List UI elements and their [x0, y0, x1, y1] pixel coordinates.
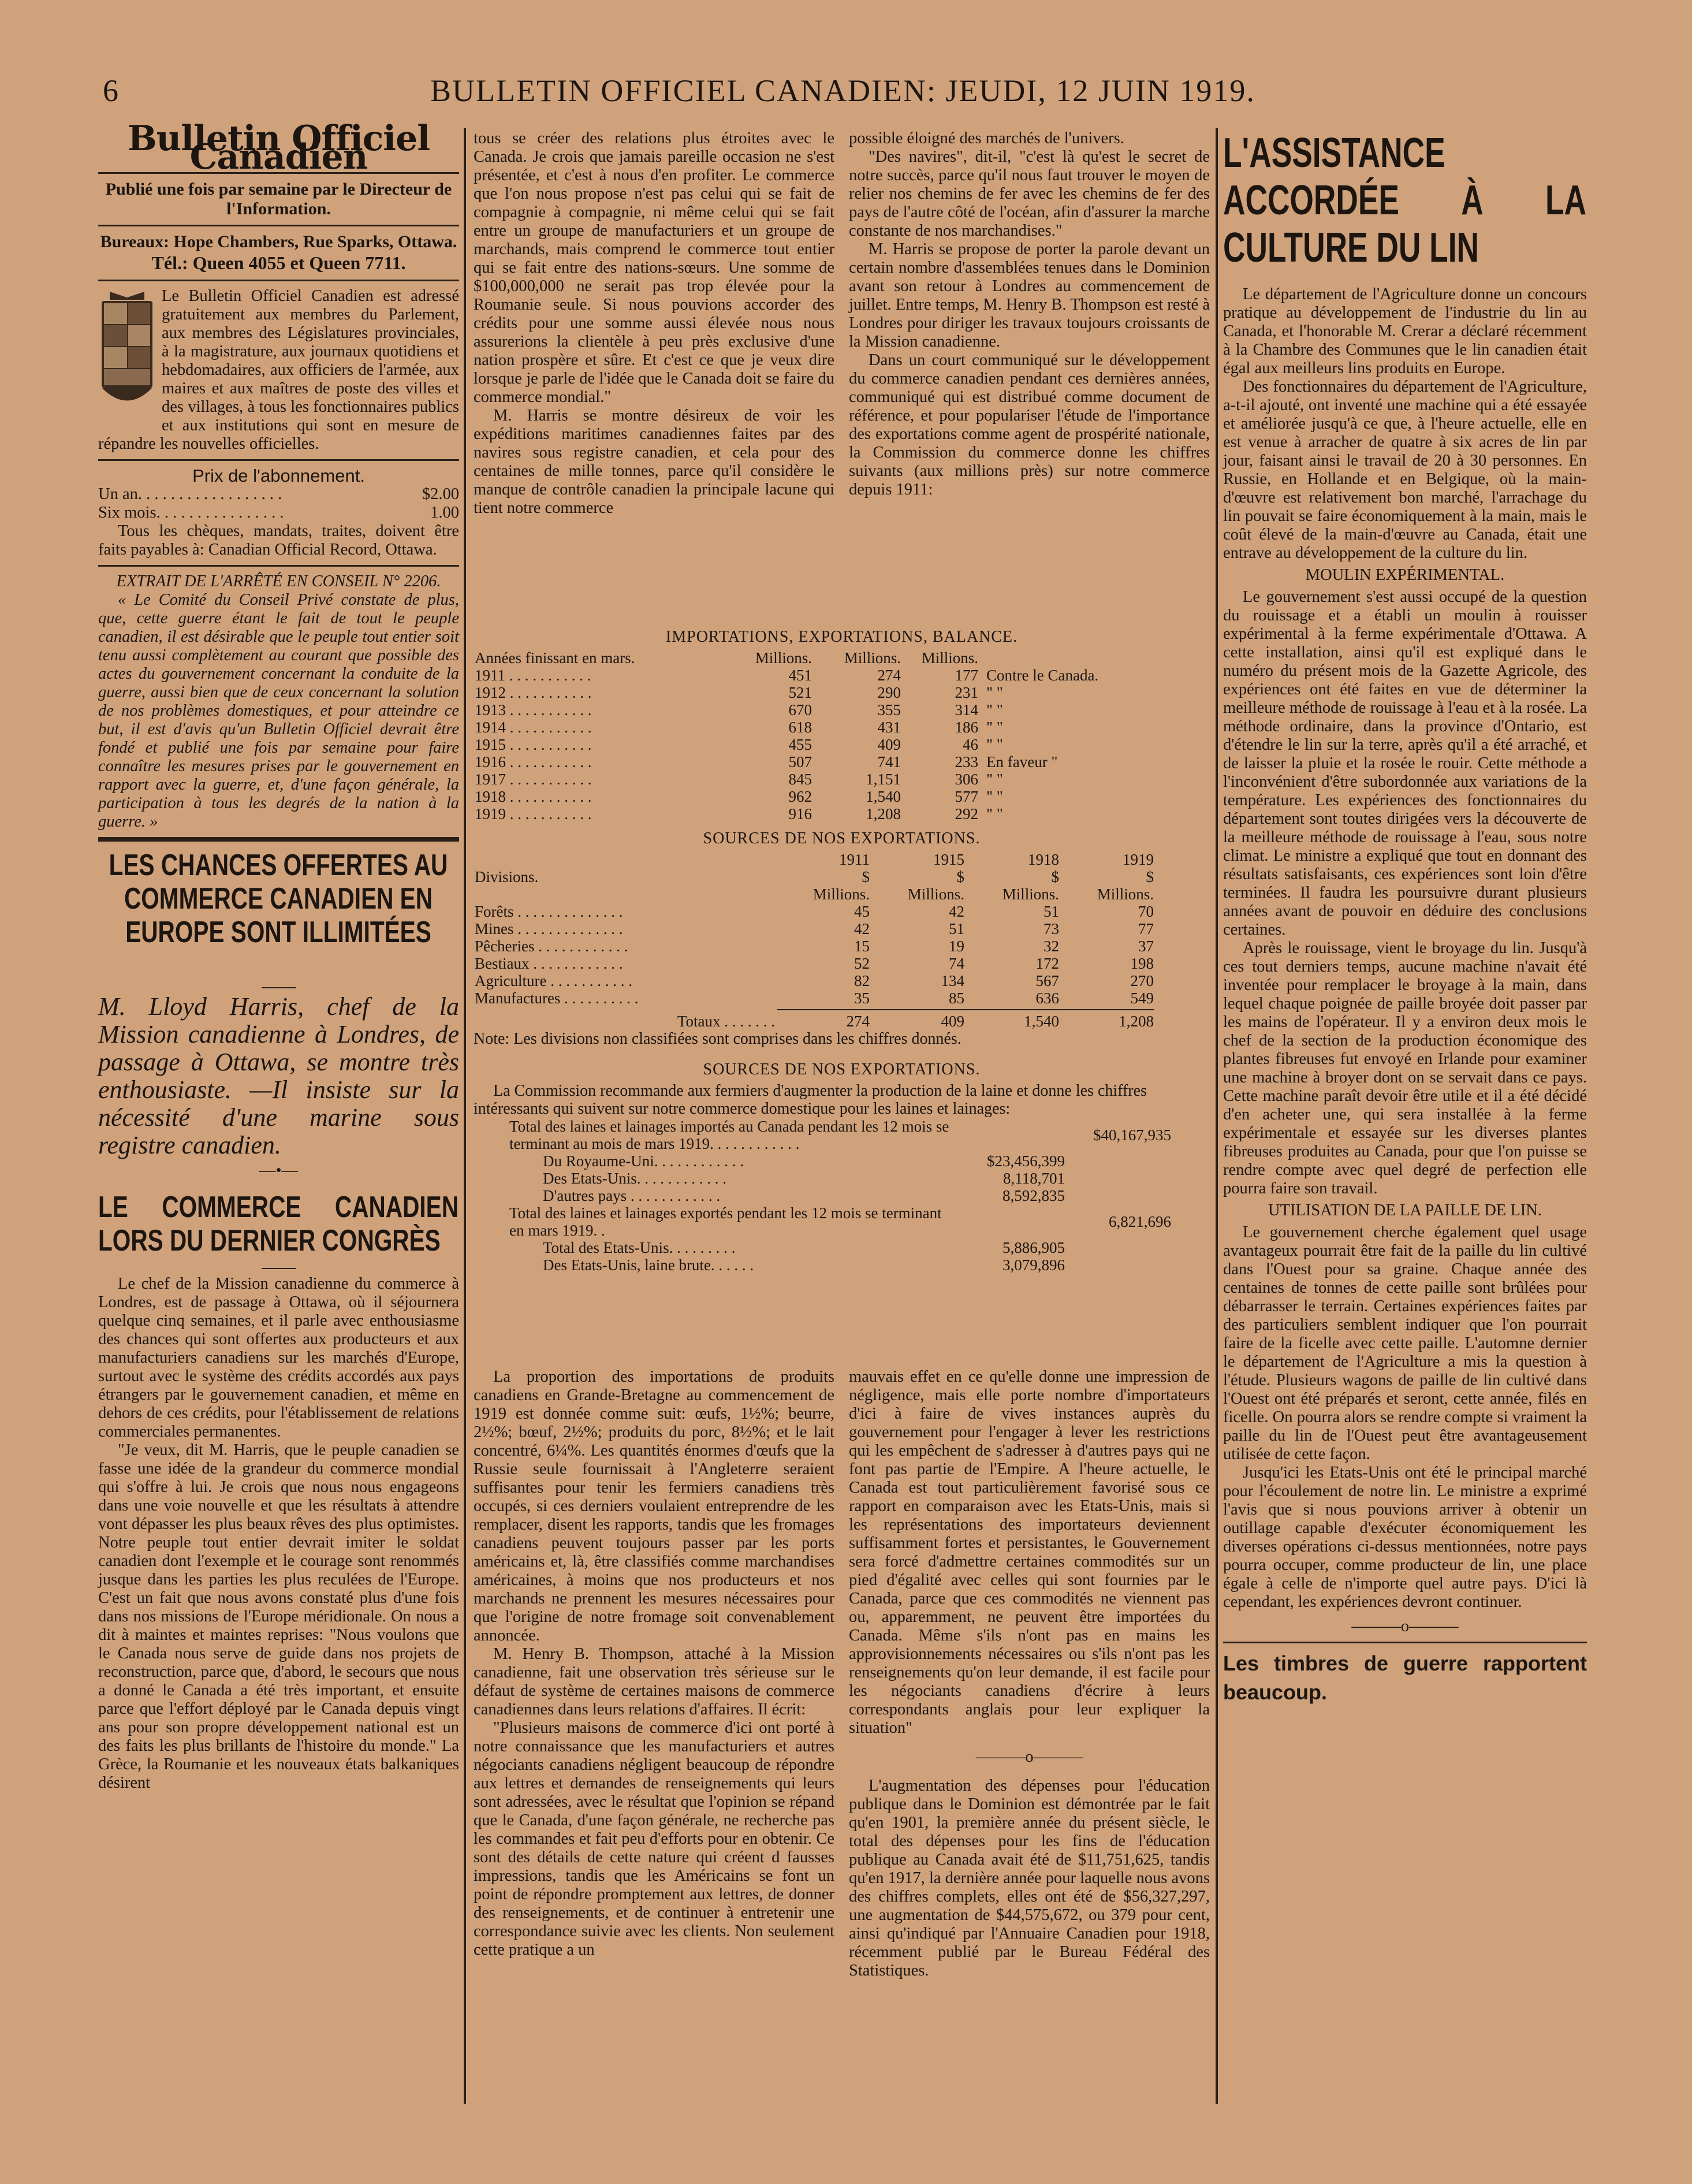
- table-row: [474, 788, 1210, 805]
- table-cell: Mines . . . . . . . . . . . . . .: [475, 920, 623, 937]
- article1-deck: M. Lloyd Harris, chef de la Mission canadienne à Londres, de passage à Ottawa, se montre très enthousiaste. —Il insiste sur la nécessité d'une marine sous registre canadien.: [98, 992, 459, 1159]
- table-row: [474, 805, 1210, 823]
- table-row: [474, 753, 1210, 771]
- table-cell: 42: [949, 903, 964, 920]
- table-cell: 32: [1043, 937, 1059, 955]
- table-header: 1911: [839, 851, 870, 868]
- table-cell: 916: [788, 805, 812, 823]
- table-cell: 42: [854, 920, 870, 937]
- column-divider: [1216, 128, 1218, 2104]
- table-cell: 3,079,896: [1002, 1256, 1065, 1274]
- article-paragraph: Jusqu'ici les Etats-Unis ont été le principal marché pour l'écoulement de notre lin. Le ministre a exprimé l'avis que si nous pouvions arriver à obtenir un outillage capable d'exécuter économiquement les diverses opérations ci-dessus mentionnées, notre pays pourra occuper, comme producteur de lin, une place égale à celle de n'importe quel autre pays. D'ici là cependant, les expériences devront continuer.: [1223, 1464, 1587, 1611]
- table-cell: " ": [986, 771, 1003, 788]
- table-cell: 46: [963, 736, 978, 753]
- extrait-title: EXTRAIT DE L'ARRÊTÉ EN CONSEIL N° 2206.: [116, 572, 441, 590]
- subheading: UTILISATION DE LA PAILLE DE LIN.: [1268, 1201, 1542, 1219]
- table-cell: 507: [788, 753, 812, 771]
- table-cell: [960, 1204, 1066, 1239]
- table-cell: 82: [854, 972, 870, 989]
- table-cell: Totaux . . . . . . .: [677, 1013, 775, 1030]
- table-cell: 1,540: [866, 788, 901, 805]
- table3-title: SOURCES DE NOS EXPORTATIONS.: [703, 1061, 981, 1078]
- table-cell: 274: [846, 1013, 870, 1030]
- table-unit: $: [1146, 868, 1154, 885]
- table-cell: 6,821,696: [1109, 1213, 1171, 1230]
- table-cell: 172: [1035, 955, 1059, 972]
- table-cell: 1,151: [866, 771, 901, 788]
- table-cell: Forêts . . . . . . . . . . . . . .: [475, 903, 623, 920]
- table-row: [474, 701, 1210, 719]
- table-row: [508, 1256, 1172, 1274]
- article2-paragraph: Le chef de la Mission canadienne du commerce à Londres, est de passage à Ottawa, où il séjournera quelque cinq semaines, et il parle avec enthousiasme des chances qui sont offertes aux producteurs et aux manufacturiers canadiens sur les marchés d'Europe, surtout avec le système des crédits accordés aux pays étrangers par le gouvernement canadien, et même en dehors de ces crédits, pour l'établissement de relations commerciales permanentes.: [98, 1275, 459, 1441]
- table-cell: Total des Etats-Unis. . . . . . . . .: [543, 1239, 736, 1256]
- page-header: [87, 68, 1680, 114]
- table-cell: 1911 . . . . . . . . . . .: [475, 667, 591, 684]
- article-paragraph: La proportion des importations de produits canadiens en Grande-Bretagne au commencement de 1919 est donnée comme suit: œufs, 1½%; beurre, 2½%; bœuf, 2½%; produits du porc, 8½%; et le lait concentré, 6¼%. Les quantités énormes d'œufs que la Russie seule fournissait à l'Angleterre seraient suffisantes pour tenir les fermiers canadiens très occupés, si ces derniers voulaient entreprendre de les remplacer, disent les rapports, tandis que les fromages canadiens peuvent toujours passer par les ports américains et, là, être classifiés comme marchandises américaines, à moins que nos producteurs et nos marchands ne prennent les mesures nécessaires pour que l'origine de notre fromage soit convenablement annoncée.: [474, 1368, 834, 1644]
- masthead-published: Publié une fois par semaine par le Directeur de l'Information.: [105, 180, 452, 218]
- table-cell: Manufactures . . . . . . . . . .: [475, 989, 639, 1007]
- table-header: Millions.: [921, 649, 978, 667]
- article-paragraph: L'augmentation des dépenses pour l'éducation publique dans le Dominion est démontrée par le fait qu'en 1901, la première année du présent siècle, le total des dépenses pour les fins de l'éducation publique au Canada avait été de $11,751,625, tandis qu'en 1917, la dernière année pour laquelle nous avons des chiffres complets, elles ont été de $56,327,297, une augmentation de $44,575,672, ou 379 pour cent, ainsi qu'indiqué par l'Annuaire Canadien pour 1918, récemment publié par le Bureau Fédéral des Statistiques.: [849, 1777, 1210, 1980]
- table-cell: 521: [788, 684, 812, 701]
- table-cell: Agriculture . . . . . . . . . . .: [475, 972, 632, 989]
- article-paragraph: mauvais effet en ce qu'elle donne une impression de négligence, mais elle porte nombre d'importateurs d'ici à faire de vives instances auprès du gouvernement pour l'engager à lever les restrictions qui les empêchent de s'adresser à d'autres pays qui ne font pas partie de l'Empire. A l'heure actuelle, le Canada est tout particulièrement favorisé sous ce rapport en comparaison avec les Etats-Unis, mais si les représentations des importateurs deviennent suffisamment fortes et persistantes, le Gouvernement sera forcé d'admettre certaines commodités sur un pied d'égalité avec celles qui sont fournies par le Canada, parce que ces commodités ne viennent pas ou, apparemment, ne peuvent être importées du Canada. Même s'ils n'ont pas en mains les approvisionnements nécessaires ou s'ils n'ont pas les renseignements qu'on leur demande, il est facile pour les négociants canadiens d'écrire à leurs correspondants anglais pour leur expliquer la situation": [849, 1368, 1210, 1737]
- column-divider: [464, 128, 466, 2104]
- article-paragraph: Dans un court communiqué sur le développement du commerce canadien pendant ces dernières années, communiqué qui est distribué comme document de référence, et pour populariser l'étude de l'importance des exportations comme agent de prospérité nationale, la Commission du commerce donne les chiffres suivants (aux millions près) sur notre commerce depuis 1911:: [849, 351, 1210, 498]
- table-cell: [1066, 1187, 1172, 1204]
- article-paragraph: possible éloigné des marchés de l'univers.: [849, 129, 1124, 147]
- table-header: Divisions.: [475, 868, 539, 885]
- table-row: [508, 1187, 1172, 1204]
- table-header: 1919: [1123, 851, 1154, 868]
- table-cell: 198: [1130, 955, 1154, 972]
- table-unit: Millions.: [907, 885, 964, 903]
- table-unit: $: [862, 868, 870, 885]
- article-paragraph: M. Harris se propose de porter la parole devant un certain nombre d'assemblées tenues dans le Dominion avant son retour à Londres au commencement de juillet. Entre temps, M. Henry B. Thompson est resté à Londres pour diriger les travaux toujours croissants de la Mission canadienne.: [849, 240, 1210, 351]
- table-cell: 577: [955, 788, 978, 805]
- table-cell: 231: [955, 684, 978, 701]
- article-paragraph: "Plusieurs maisons de commerce d'ici ont porté à notre connaissance que les manufacturiers et autres négociants canadiens négligent beaucoup de répondre aux lettres et demandes de renseignements qui leurs sont adressées, avec le résultat que l'opinion se répand que le Canada, d'une façon générale, ne recherche pas les commandes et fait peu d'efforts pour en obtenir. Ce sont des détails de cette nature qui créent d fausses impressions, tandis que les Américains se font un point de répondre promptement aux lettres, de donner des renseignements, et de continuer à entretenir une correspondance suivie avec les clients. Non seulement cette pratique a un: [474, 1719, 834, 1959]
- table-cell: 19: [949, 937, 964, 955]
- table-cell: 134: [941, 972, 964, 989]
- article-paragraph: Après le rouissage, vient le broyage du lin. Jusqu'à ces tout derniers temps, aucune machine n'avait été inventée pour remplacer le broyage à la main, dans lequel chaque poignée de paille broyée doit passer par les mains de l'opérateur. Il y a environ deux mois le chef de la section de la production économique des plantes fibreuses fut envoyé en Irlande pour examiner une machine à broyer dont on se servait dans ce pays. Cette machine paraît devoir être utile et il a été décidé d'en acheter une, qui sera installée à la ferme expérimentale et essayée sur les diverses plantes fibreuses produites au Canada, pour que l'on puisse se rendre compte avec quel degré de perfection elle pourra faire son travail.: [1223, 939, 1587, 1197]
- table-cell: 15: [854, 937, 870, 955]
- table-cell: [960, 1118, 1066, 1152]
- table-cell: 1917 . . . . . . . . . . .: [475, 771, 592, 788]
- table-header: Millions.: [844, 649, 901, 667]
- page-number: 6: [103, 73, 120, 108]
- table-cell: 455: [788, 736, 812, 753]
- table-cell: 290: [877, 684, 901, 701]
- table-cell: 1,208: [866, 805, 901, 823]
- table-cell: 1912 . . . . . . . . . . .: [475, 684, 592, 701]
- table-cell: [1066, 1256, 1172, 1274]
- table-cell: [1066, 1239, 1172, 1256]
- table-cell: 962: [788, 788, 812, 805]
- table-cell: 567: [1035, 972, 1059, 989]
- coat-of-arms-icon: [98, 289, 156, 416]
- table1-title: IMPORTATIONS, EXPORTATIONS, BALANCE.: [665, 628, 1018, 646]
- masthead-bureaux: Bureaux: Hope Chambers, Rue Sparks, Ottawa.: [100, 232, 457, 251]
- table-cell: 355: [877, 701, 901, 719]
- article3-headline: L'ASSISTANCE ACCORDÉE À LA CULTURE DU LIN: [1223, 130, 1586, 271]
- table-cell: 409: [941, 1013, 964, 1030]
- table-cell: 451: [788, 667, 812, 684]
- article-paragraph: Le gouvernement cherche également quel usage avantageux pourrait être fait de la paille du lin cultivé dans l'Ouest pour sa graine. Chaque année des centaines de tonnes de cette paille sont brûlées pour débarrasser le terrain. Certaines expériences faites par des particuliers semblent indiquer que l'on pourrait faire de la ficelle avec cette paille. L'automne dernier le département de l'Agriculture a mis la question à l'étude. Plusieurs wagons de paille de lin cultivé dans l'Ouest ont été préparés et seront, cette année, filés en ficelle. On pourra alors se rendre compte si vraiment la paille du lin de l'Ouest peut être avantageusement utilisée de cette façon.: [1223, 1223, 1587, 1463]
- subscription-six-price: 1.00: [430, 504, 459, 522]
- table-cell: 74: [949, 955, 964, 972]
- column-2-bottom: [474, 1368, 834, 1959]
- subscription-year-row: [98, 485, 459, 504]
- exports-table: [474, 851, 1210, 1030]
- table-row: [508, 1204, 1172, 1239]
- table-unit: $: [956, 868, 964, 885]
- table-cell: 51: [949, 920, 964, 937]
- table-cell: 52: [854, 955, 870, 972]
- table-unit: $: [1051, 868, 1059, 885]
- table-cell: 741: [877, 753, 901, 771]
- balance-table: [474, 649, 1210, 823]
- article-paragraph: M. Harris se montre désireux de voir les expéditions maritimes canadiennes faites par des navires sous registre canadien, et cela pour des centaines de mille tonnes, parce qu'il considère le manque de contrôle canadien la principale lacune qui tient notre commerce: [474, 407, 834, 517]
- table-row: [508, 1239, 1172, 1256]
- table-cell: 5,886,905: [1002, 1239, 1065, 1256]
- table-cell: 85: [949, 989, 964, 1007]
- subheading: MOULIN EXPÉRIMENTAL.: [1305, 566, 1505, 584]
- column-2-top: [474, 129, 834, 518]
- table-cell: Contre le Canada.: [986, 667, 1099, 684]
- table-cell: 845: [788, 771, 812, 788]
- table-cell: 306: [955, 771, 978, 788]
- table-cell: 270: [1130, 972, 1154, 989]
- table-cell: Des Etats-Unis, laine brute. . . . . .: [543, 1256, 754, 1274]
- table-cell: 177: [955, 667, 978, 684]
- table-cell: 37: [1138, 937, 1154, 955]
- subscription-note: Tous les chèques, mandats, traites, doivent être faits payables à: Canadian Official Record, Ottawa.: [98, 522, 459, 559]
- table-row: [474, 771, 1210, 788]
- table-row: [474, 719, 1210, 736]
- table-cell: 314: [955, 701, 978, 719]
- table-row: [508, 1170, 1172, 1187]
- table-row: [474, 667, 1210, 684]
- table-cell: 186: [955, 719, 978, 736]
- table-header: 1915: [933, 851, 964, 868]
- subscription-six-label: Six mois. . . . . . . . . . . . . . . .: [98, 504, 284, 522]
- table3-intro: La Commission recommande aux fermiers d'augmenter la production de la laine et donne les chiffres intéressants qui suivent sur notre commerce domestique pour les laines et lainages:: [474, 1082, 1147, 1118]
- section-divider: ———o———: [975, 1748, 1083, 1766]
- table-row: [474, 972, 1210, 989]
- table-row: [474, 989, 1210, 1007]
- table-cell: " ": [986, 736, 1003, 753]
- section-divider: ———o———: [1351, 1617, 1459, 1635]
- table-cell: 51: [1043, 903, 1059, 920]
- table-cell: " ": [986, 719, 1003, 736]
- column-1: [98, 118, 459, 1792]
- table-cell: $23,456,399: [987, 1152, 1065, 1170]
- table-header: Millions.: [755, 649, 812, 667]
- table-row: [474, 955, 1210, 972]
- table-cell: 292: [955, 805, 978, 823]
- masthead-notice: Le Bulletin Officiel Canadien est adressé gratuitement aux membres du Parlement, aux membres des Législatures provinciales, à la magistrature, aux journaux quotidiens et hebdomadaires, aux officiers de l'armée, aux maires et aux maîtres de poste des villes et des villages, à tous les fonctionnaires publics et aux institutions qui sont en mesure de répandre les nouvelles officielles.: [98, 287, 459, 453]
- war-stamps-headline: Les timbres de guerre rapportent beaucoup.: [1223, 1651, 1587, 1704]
- article-paragraph: Le gouvernement s'est aussi occupé de la question du rouissage et a établi un moulin à rouisser expérimental à la ferme expérimentale d'Ottawa. A cette installation, ainsi qu'il est expliqué dans le numéro du présent mois de la Gazette Agricole, des expériences ont été faites en vue de déterminer la meilleure méthode de rouissage à l'eau et à la rosée. La méthode ordinaire, dans la province d'Ontario, est d'étendre le lin sur la terre, après qu'il a été arraché, et de laisser la pluie et la rosée le rouir. Cette méthode a l'inconvénient d'être subordonnée aux variations de la température. Les expériences des fonctionnaires du département sont toutes dirigées vers la découverte de la meilleure méthode de rouissage à l'eau, sous notre climat. Le ministre a expliqué que tout en donnant des résultats satisfaisants, ces expériences sont loin d'être terminées. Il faudra les poursuivre durant plusieurs années avant de pouvoir en déduire des conclusions certaines.: [1223, 588, 1587, 939]
- table-cell: 1,540: [1024, 1013, 1059, 1030]
- table-cell: 431: [877, 719, 901, 736]
- column-4: [1223, 129, 1587, 1707]
- masthead-title: Bulletin Officiel Canadien: [127, 118, 430, 177]
- extrait-text: « Le Comité du Conseil Privé constate de plus, que, cette guerre étant le fait de tout le peuple canadien, il est désirable que le peuple tout entier soit tenu aussi complètement au courant que possible des actes du gouvernement concernant la conduite de la guerre, aussi bien que de ceux concernant la solution de nos problèmes domestiques, et pour atteindre ce but, il est d'avis qu'un Bulletin Officiel devrait être fondé et publié une fois par semaine pour faire connaître les mesures prises par le gouvernement en rapport avec la guerre, et, d'une façon générale, la participation à tous les degrés de la nation à la guerre. »: [98, 591, 459, 831]
- table-unit: Millions.: [813, 885, 870, 903]
- statistics-block: [474, 621, 1210, 1274]
- table-total-row: [474, 1013, 1210, 1030]
- table-cell: 274: [877, 667, 901, 684]
- table-cell: 233: [955, 753, 978, 771]
- subscription-year-price: $2.00: [422, 485, 459, 503]
- table-cell: $40,167,935: [1093, 1126, 1171, 1144]
- table-cell: 77: [1138, 920, 1154, 937]
- table-cell: 670: [788, 701, 812, 719]
- subscription-six-row: [98, 504, 459, 522]
- table-cell: Du Royaume-Uni. . . . . . . . . . . .: [543, 1152, 744, 1170]
- table-cell: 1914 . . . . . . . . . . .: [475, 719, 592, 736]
- article-paragraph: Des fonctionnaires du département de l'Agriculture, a-t-il ajouté, ont inventé une machine qui a été essayée et améliorée jusqu'à ce que, à l'heure actuelle, elle en est venue à arracher de quatre à six acres de lin par jour, faisant ainsi le travail de 20 à 30 personnes. En Russie, en Hollande et en Belgique, où la main-d'œuvre est relativement bon marché, l'arrachage du lin pouvait se faire économiquement à la main, mais le coût élevé de la main-d'œuvre au Canada, était une entrave au développement de la culture du lin.: [1223, 378, 1587, 562]
- subscription-title: Prix de l'abonnement.: [192, 466, 365, 486]
- article2-headline: LE COMMERCE CANADIEN LORS DU DERNIER CONGRÈS: [98, 1190, 459, 1257]
- table-cell: Total des laines et lainages importés au Canada pendant les 12 mois se terminant au mois de mars 1919. . . . . . . . . . . .: [509, 1118, 949, 1152]
- table-cell: D'autres pays . . . . . . . . . . . .: [543, 1187, 721, 1204]
- table-cell: 70: [1138, 903, 1154, 920]
- table-cell: " ": [986, 788, 1003, 805]
- subscription-year-label: Un an. . . . . . . . . . . . . . . . . .: [98, 485, 282, 503]
- table-cell: Total des laines et lainages exportés pendant les 12 mois se terminant en mars 1919. .: [509, 1204, 942, 1239]
- table-cell: [1066, 1170, 1172, 1187]
- table-cell: 8,118,701: [1003, 1170, 1065, 1187]
- wool-table: [508, 1118, 1172, 1274]
- masthead-telephone: Tél.: Queen 4055 et Queen 7711.: [151, 252, 406, 273]
- article-paragraph: tous se créer des relations plus étroites avec le Canada. Je crois que jamais pareille occasion ne s'est présentée, et c'est à nous d'en profiter. Le commerce que l'on nous propose n'est pas celui qui se fait de compagnie à compagnie, ni même celui qui se fait entre un groupe de manufacturiers et un groupe de marchands, mais comprend le commerce tout entier qui se fait entre des nations-sœurs. Une somme de $100,000,000 ne serait pas trop élevée pour la Roumanie seule. Si nous pouvions accorder des crédits pour une somme aussi élevée nous nous assurerions la clientèle à peu près exclusive d'une nation prospère et sûre. Et c'est ce que je veux dire lorsque je parle de l'idée que le Canada doit se faire du commerce mondial.": [474, 129, 834, 406]
- article2-paragraph: "Je veux, dit M. Harris, que le peuple canadien se fasse une idée de la grandeur du commerce mondial qui s'offre à lui. Je crois que nous nous engageons dans une voie nouvelle et que les résultats à attendre vont dépasser les plus beaux rêves des plus optimistes. Notre peuple tout entier devrait imiter le soldat canadien dont l'exemple et le courage sont renommés jusque dans les parties les plus reculées de l'Europe. C'est un fait que nous avons constaté plus d'une fois dans nos missions de l'Europe méridionale. On nous a dit à maintes et maintes reprises: "Nous voulons que le Canada nous serve de guide dans nos projets de reconstruction, parce que, d'abord, le secours que nous a donné le Canada a été très important, et ensuite parce que l'effort déployé par le Canada depuis vingt ans pour son propre développement national est un des faits les plus brillants de l'histoire du monde." La Grèce, la Roumanie et les nouveaux états balkaniques désirent: [98, 1441, 459, 1792]
- table-cell: " ": [986, 805, 1003, 823]
- table-row: [474, 903, 1210, 920]
- column-3-top: [849, 129, 1210, 499]
- table-cell: " ": [986, 701, 1003, 719]
- table-cell: 1915 . . . . . . . . . . .: [475, 736, 592, 753]
- table-cell: 35: [854, 989, 870, 1007]
- article-paragraph: M. Henry B. Thompson, attaché à la Mission canadienne, fait une observation très sérieuse sur le défaut de système de certaines maisons de commerce canadiennes dans leurs relations d'affaires. Il écrit:: [474, 1645, 834, 1718]
- table-cell: 1,208: [1119, 1013, 1154, 1030]
- table-cell: 549: [1130, 989, 1154, 1007]
- article1-headline: LES CHANCES OFFERTES AU COMMERCE CANADIEN EN EUROPE SONT ILLIMITÉES: [109, 849, 448, 949]
- table-row: [508, 1152, 1172, 1170]
- table2-title: SOURCES DE NOS EXPORTATIONS.: [703, 829, 981, 847]
- table-cell: 618: [788, 719, 812, 736]
- table-cell: 409: [877, 736, 901, 753]
- page-header-title: BULLETIN OFFICIEL CANADIEN: JEUDI, 12 JUIN 1919.: [430, 73, 1255, 108]
- section-divider: —•—: [259, 1162, 298, 1180]
- table-cell: Bestiaux . . . . . . . . . . . .: [475, 955, 623, 972]
- column-3-bottom: [849, 1368, 1210, 1980]
- table-row: [474, 736, 1210, 753]
- table-cell: [1066, 1152, 1172, 1170]
- table-cell: 45: [854, 903, 870, 920]
- table-cell: 1916 . . . . . . . . . . .: [475, 753, 592, 771]
- table-unit: Millions.: [1002, 885, 1059, 903]
- table-unit: Millions.: [1097, 885, 1154, 903]
- table-row: [508, 1118, 1172, 1152]
- table-cell: " ": [986, 684, 1003, 701]
- table2-note: Note: Les divisions non classifiées sont comprises dans les chiffres donnés.: [474, 1030, 961, 1048]
- table-cell: 8,592,835: [1002, 1187, 1065, 1204]
- table-header: 1918: [1028, 851, 1059, 868]
- article-paragraph: Le département de l'Agriculture donne un concours pratique au développement de l'industrie du lin au Canada, et l'honorable M. Crerar a déclaré récemment à la Chambre des Communes que le lin canadien était égal aux meilleurs lins produits en Europe.: [1223, 285, 1587, 377]
- table-cell: En faveur ": [986, 753, 1058, 771]
- table-row: [474, 684, 1210, 701]
- table-cell: Des Etats-Unis. . . . . . . . . . . .: [543, 1170, 726, 1187]
- table-header: Années finissant en mars.: [475, 649, 635, 667]
- article-paragraph: "Des navires", dit-il, "c'est là qu'est le secret de notre succès, parce qu'il nous faut trouver le moyen de relier nos chemins de fer avec les chemins de fer des pays de l'autre côté de l'océan, afin d'assurer la marche constante de nos marchandises.": [849, 148, 1210, 240]
- table-cell: 1919 . . . . . . . . . . .: [475, 805, 592, 823]
- table-cell: 1913 . . . . . . . . . . .: [475, 701, 592, 719]
- table-cell: 636: [1035, 989, 1059, 1007]
- table-row: [474, 937, 1210, 955]
- table-row: [474, 920, 1210, 937]
- table-cell: 1918 . . . . . . . . . . .: [475, 788, 592, 805]
- table-cell: Pêcheries . . . . . . . . . . . .: [475, 937, 628, 955]
- table-cell: 73: [1043, 920, 1059, 937]
